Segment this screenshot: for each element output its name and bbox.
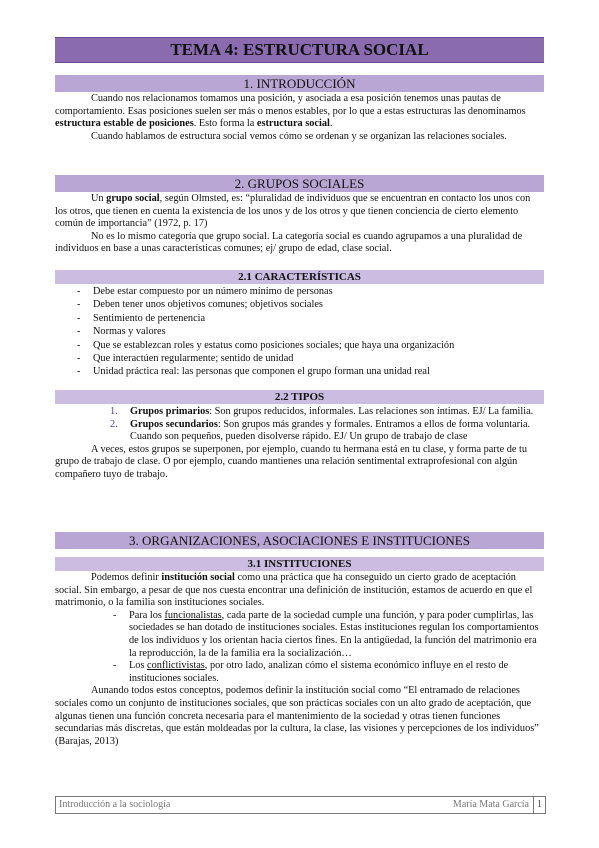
title-bar: [55, 37, 544, 63]
section-heading-organizaciones: 3. ORGANIZACIONES, ASOCIACIONES E INSTITUCIONES: [55, 532, 544, 549]
list-item: - Deben tener unos objetivos comunes; objetivos sociales: [55, 298, 544, 311]
caracteristicas-list-wrap: [55, 285, 544, 379]
paragraph: Cuando nos relacionamos tomamos una posición, y asociada a esa posición tenemos unas pautas de comportamiento. Esas posiciones suelen ser más o menos estables, por lo que a estas estructuras las denominamos estructura estable de posiciones. Esto forma la estructura social.: [55, 93, 526, 130]
list-item: - Normas y valores: [55, 325, 544, 338]
list-item: - Debe estar compuesto por un número mínimo de personas: [55, 285, 544, 298]
paragraph: Podemos definir institución social como una práctica que ha conseguido un cierto grado de aceptación social. Sin embargo, a pesar de que nos cuesta encontrar una definición de institución, estamos de acuerdo en que el matrimonio, o la familia son instituciones sociales.: [55, 572, 533, 609]
paragraph: No es lo mismo categoría que grupo social. La categoría social es cuando agrupamos a una pluralidad de individuos en base a unas características comunes; ej/ grupo de edad, clase social.: [55, 230, 523, 255]
paragraph: A veces, estos grupos se superponen, por ejemplo, cuando tu hermana está en tu clase, y forma parte de tu grupo de trabajo de clase. O por ejemplo, cuando mantienes una relación sentimental extraprofesional con algún compañero tuyo de trabajo.: [55, 443, 528, 480]
list-item: - Sentimiento de pertenencia: [55, 312, 544, 325]
instituciones-list: [55, 610, 544, 686]
tipos-body: [55, 406, 544, 482]
page-footer: [55, 796, 534, 814]
list-item: - Los conflictivistas, por otro lado, analizan cómo el sistema económico influye en el resto de instituciones sociales.: [113, 660, 509, 684]
paragraph: Aunando todos estos conceptos, podemos definir la institución social como “El entramado de relaciones sociales como un conjunto de instituciones sociales, que son prácticas sociales con un alto grado de aceptación, que algunas tienen una función concreta necesaria para el mantenimiento de la sociedad y otras tienen funciones secundarias más discretas, que están moldeadas por la cultura, la clase, las visiones y percepciones de los individuos” (Barajas, 2013): [55, 685, 539, 747]
list-item: - Que se establezcan roles y estatus como posiciones sociales; que haya una organización: [55, 339, 544, 352]
subsection-heading-caracteristicas: 2.1 CARACTERÍSTICAS: [55, 270, 544, 284]
section-heading-introduccion: 1. INTRODUCCIÓN: [55, 75, 544, 92]
footer-author: María Mata García: [452, 799, 529, 810]
list-item: - Unidad práctica real: las personas que componen el grupo forman una unidad real: [55, 365, 544, 378]
page-title: TEMA 4: ESTRUCTURA SOCIAL: [170, 40, 429, 59]
subsection-heading-tipos: 2.2 TIPOS: [55, 390, 544, 404]
section-heading-grupos-sociales: 2. GRUPOS SOCIALES: [55, 175, 544, 192]
footer-course: Introducción a la sociología: [59, 799, 171, 810]
tipos-list: [55, 406, 544, 444]
caracteristicas-list: [55, 285, 544, 379]
list-item: 1. Grupos primarios: Son grupos reducidos, informales. Las relaciones son íntimas. EJ/ La familia.: [110, 406, 534, 417]
section-introduccion-body: [55, 93, 544, 143]
subsection-heading-instituciones: 3.1 INSTITUCIONES: [55, 557, 544, 571]
list-item: - Para los funcionalistas, cada parte de la sociedad cumple una función, y para poder cumplirlas, las sociedades se han dotado de instituciones sociales. Estas instituciones regulan los comportamientos de los individuos y los orientan hacia ciertos fines. En la antigüedad, la función del matrimonio era la reproducción, la de la familia era la socialización…: [113, 609, 539, 659]
instituciones-body: [55, 572, 544, 748]
list-item: 2. Grupos secundarios: Son grupos más grandes y formales. Entramos a ellos de forma voluntaria. Cuando son pequeños, pueden disolverse rápido. EJ/ Un grupo de trabajo de clase: [110, 418, 531, 443]
section-grupos-body: [55, 193, 544, 256]
paragraph: Un grupo social, según Olmsted, es: “pluralidad de individuos que se encuentran en contacto los unos con los otros, que tienen en cuenta la existencia de los unos y de los otros y que tienen conciencia de cierto elemento común de importancia” (1972, p. 17): [55, 193, 531, 230]
list-item: - Que interactúen regularmente; sentido de unidad: [55, 352, 544, 365]
paragraph: Cuando hablamos de estructura social vemos cómo se ordenan y se organizan las relaciones sociales.: [91, 130, 507, 142]
page-number: 1: [533, 796, 546, 814]
